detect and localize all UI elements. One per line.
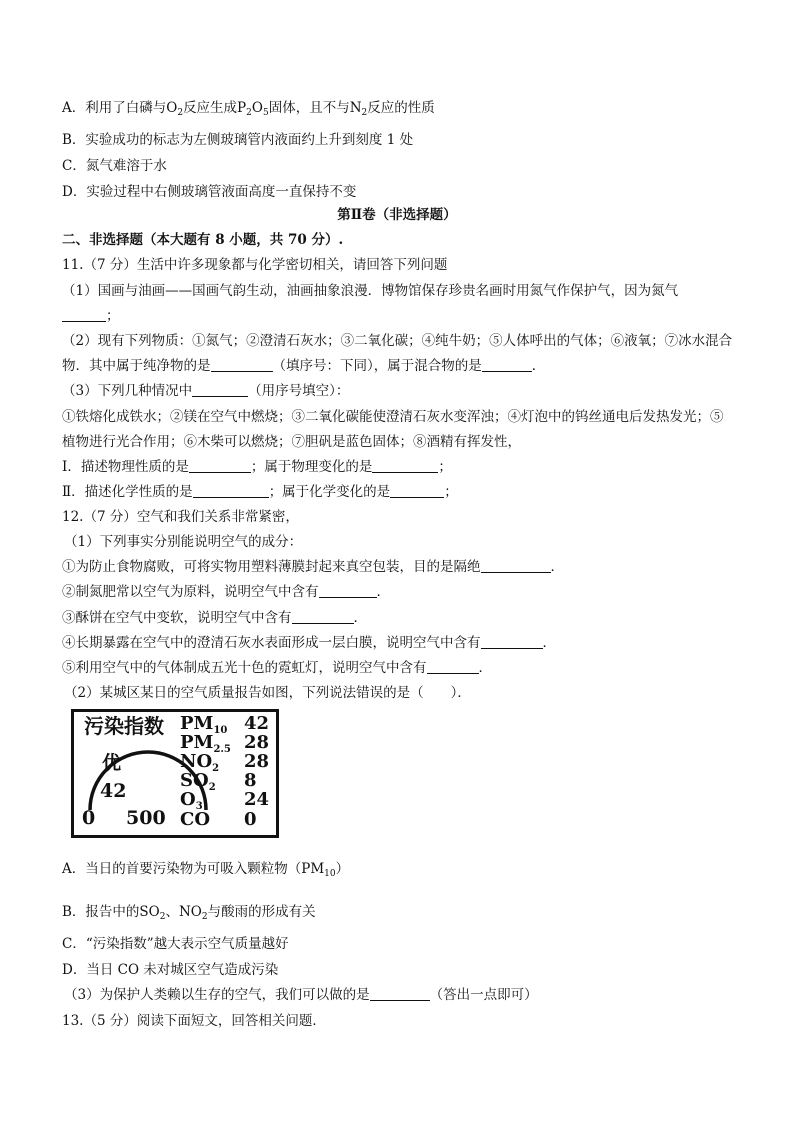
- report-level: 优: [102, 752, 122, 774]
- answer-blank[interactable]: [370, 987, 430, 1001]
- answer-blank[interactable]: [390, 484, 444, 498]
- q12-option-b: B．报告中的$SO_2$、$NO_2$与酸雨的形成有关: [62, 904, 316, 922]
- q13-stem: 13.（5 分）阅读下面短文，回答相关问题．: [62, 1013, 326, 1029]
- q12-fact2: ②制氮肥常以空气为原料，说明空气中含有 ．: [62, 584, 390, 600]
- q11-part2-line2: 物．其中属于纯净物的是 （填序号：下同），属于混合物的是 ．: [62, 358, 546, 374]
- scale-max: 500: [126, 807, 166, 829]
- air-quality-report: 污染指数 优 42 0 500 $PM_{10}$ 42 $PM_{2.5}$ 28 $NO_2$ 28 $SO_2$ 8 $O_3$ 24 CO 0: [71, 709, 279, 838]
- q11-stem: 11.（7 分）生活中许多现象都与化学密切相关，请回答下列问题: [62, 257, 448, 273]
- answer-blank[interactable]: [319, 584, 377, 598]
- answer-blank[interactable]: [372, 459, 438, 473]
- report-title: 污染指数: [84, 714, 164, 738]
- q12-sub3: （3）为保护人类赖以生存的空气，我们可以做的是 （答出一点即可）: [64, 987, 538, 1003]
- q12-fact5: ⑤利用空气中的气体制成五光十色的霓虹灯，说明空气中含有 ．: [62, 660, 492, 676]
- q11-part3: （3）下列几种情况中 （用序号填空）：: [62, 383, 350, 399]
- answer-blank[interactable]: [211, 358, 273, 372]
- answer-blank[interactable]: [292, 610, 354, 624]
- answer-blank[interactable]: [481, 635, 543, 649]
- q11-part3-items: ①铁熔化成铁水；②镁在空气中燃烧；③二氧化碳能使澄清石灰水变浑浊；④灯泡中的钨丝通电后发热发光；⑤: [62, 409, 724, 425]
- q12-sub1: （1）下列事实分别能说明空气的成分：: [64, 534, 303, 550]
- q12-option-c: C．“污染指数”越大表示空气质量越好: [62, 936, 289, 952]
- scale-min: 0: [82, 807, 96, 829]
- answer-blank[interactable]: [62, 308, 106, 322]
- q12-fact1: ①为防止食物腐败，可将实物用塑料薄膜封起来真空包装，目的是隔绝 ．: [62, 559, 564, 575]
- q12-fact3: ③酥饼在空气中变软，说明空气中含有 ．: [62, 610, 367, 626]
- q11-part1: （1）国画与油画——国画气韵生动，油画抽象浪漫．博物馆保存珍贵名画时用氮气作保护气，因为氮气: [62, 283, 679, 299]
- report-value: 42: [100, 780, 127, 802]
- q12-stem: 12.（7 分）空气和我们关系非常紧密，: [62, 509, 299, 525]
- q11-chemical: Ⅱ．描述化学性质的是 ；属于化学变化的是 ；: [62, 484, 458, 500]
- section-title: 第Ⅱ卷（非选择题）: [337, 207, 457, 223]
- q11-part3-items2: 植物进行光合作用；⑥木柴可以燃烧；⑦胆矾是蓝色固体；⑧酒精有挥发性，: [62, 434, 521, 450]
- q12-option-d: D．当日 CO 未对城区空气造成污染: [62, 962, 279, 978]
- q12-option-a: A．当日的首要污染物为可吸入颗粒物$(PM_{10})$: [62, 861, 350, 879]
- q12-sub2: （2）某城区某日的空气质量报告如图，下列说法错误的是（ ）．: [64, 685, 471, 701]
- answer-blank[interactable]: [193, 484, 269, 498]
- answer-blank[interactable]: [481, 559, 551, 573]
- answer-blank[interactable]: [192, 383, 248, 397]
- option-a: A．利用了白磷与$O_2$反应生成$P_2O_5$固体，且不与$N_2$反应的性质: [62, 100, 435, 118]
- q11-part1-answer: ；: [62, 307, 120, 325]
- option-d: D．实验过程中右侧玻璃管液面高度一直保持不变: [62, 184, 357, 200]
- q11-physical: Ⅰ．描述物理性质的是 ；属于物理变化的是 ；: [62, 459, 452, 475]
- answer-blank[interactable]: [189, 459, 251, 473]
- part-heading: 二、非选择题（本大题有 8 小题，共 70 分）.: [62, 232, 344, 248]
- option-b: B．实验成功的标志为左侧玻璃管内液面约上升到刻度 1 处: [62, 132, 414, 148]
- option-c: C．氮气难溶于水: [62, 158, 167, 174]
- answer-blank[interactable]: [482, 358, 532, 372]
- q11-part2: （2）现有下列物质：①氮气；②澄清石灰水；③二氧化碳；④纯牛奶；⑤人体呼出的气体；⑥液氧；⑦冰水混合: [62, 333, 733, 349]
- answer-blank[interactable]: [427, 660, 479, 674]
- q12-fact4: ④长期暴露在空气中的澄清石灰水表面形成一层白膜，说明空气中含有 ．: [62, 635, 556, 651]
